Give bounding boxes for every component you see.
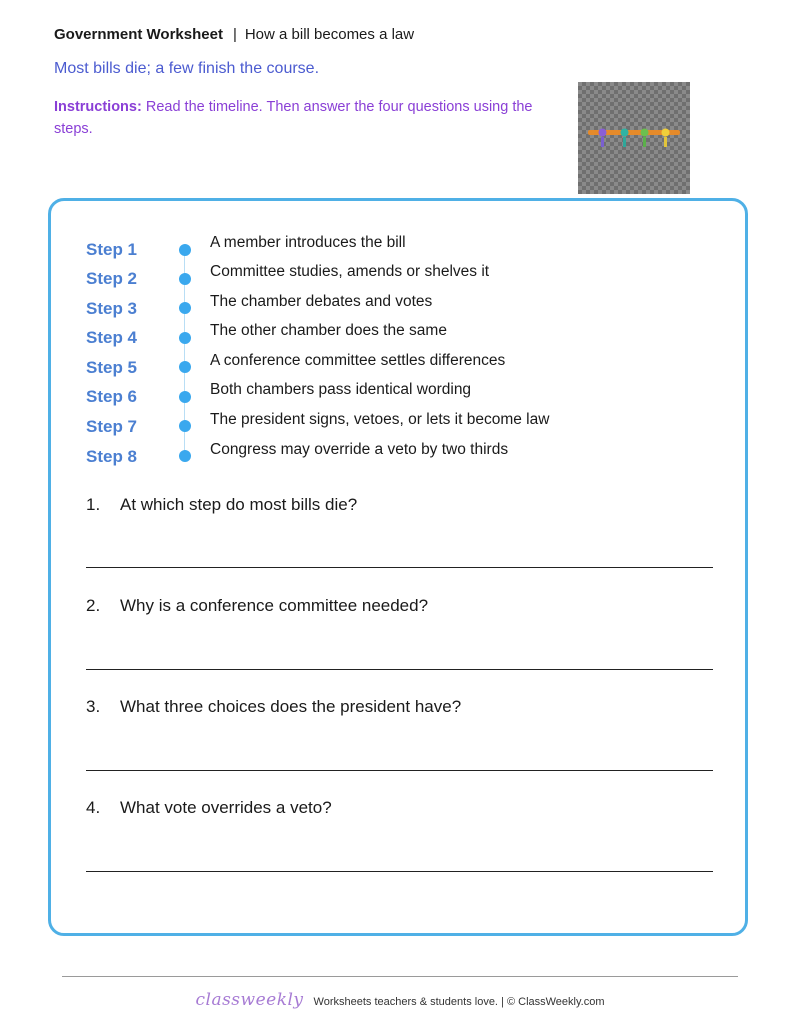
thumbnail-dot-1 (599, 129, 607, 137)
question-text: What three choices does the president have? (120, 697, 462, 716)
thumbnail-stem-2 (623, 137, 626, 147)
step-label-5: Step 5 (86, 358, 138, 377)
thumbnail-stem-3 (643, 137, 646, 147)
worksheet-header (54, 26, 414, 43)
instructions (54, 96, 554, 140)
question-number: 3. (86, 697, 101, 716)
worksheet-subject: Government Worksheet (54, 26, 223, 43)
question-number: 1. (86, 495, 101, 514)
step-label-6: Step 6 (86, 387, 138, 406)
instructions-label: Instructions: (54, 99, 142, 115)
brand-logo: classweekly (195, 990, 304, 1010)
step-text-3: The chamber debates and votes (210, 293, 433, 310)
question-1 (86, 495, 357, 515)
footer-divider (62, 976, 738, 977)
step-text-6: Both chambers pass identical wording (210, 381, 472, 398)
timeline-dot-6 (179, 391, 191, 403)
timeline-dot-7 (179, 420, 191, 432)
timeline-dot-5 (179, 361, 191, 373)
step-label-2: Step 2 (86, 269, 138, 288)
timeline-thumbnail-image (578, 82, 690, 194)
timeline-thumbnail-graphic (578, 82, 690, 194)
timeline-dot-1 (179, 244, 191, 256)
tagline: Most bills die; a few finish the course. (54, 60, 320, 77)
timeline-dot-8 (179, 450, 191, 462)
thumbnail-stem-1 (601, 137, 604, 147)
step-text-4: The other chamber does the same (210, 322, 447, 339)
step-label-3: Step 3 (86, 299, 138, 318)
step-label-8: Step 8 (86, 447, 138, 466)
timeline-dot-4 (179, 332, 191, 344)
thumbnail-dot-2 (621, 129, 629, 137)
question-number: 4. (86, 798, 101, 817)
step-label-1: Step 1 (86, 240, 138, 259)
worksheet-topic: How a bill becomes a law (244, 26, 415, 43)
step-label-7: Step 7 (86, 417, 138, 436)
step-text-1: A member introduces the bill (210, 234, 406, 251)
instructions-text: Read the timeline. Then answer the four questions using the steps. (54, 99, 533, 137)
thumbnail-dot-3 (641, 129, 649, 137)
answer-line-3[interactable] (86, 770, 713, 771)
step-label-4: Step 4 (86, 328, 138, 347)
step-text-7: The president signs, vetoes, or lets it become law (210, 411, 550, 428)
question-number: 2. (86, 596, 101, 615)
timeline-dot-3 (179, 302, 191, 314)
thumbnail-dot-4 (662, 129, 670, 137)
question-text: At which step do most bills die? (120, 495, 358, 514)
answer-line-4[interactable] (86, 871, 713, 872)
answer-line-1[interactable] (86, 567, 713, 568)
footer-text: Worksheets teachers & students love. | © ClassWeekly.com (313, 996, 605, 1008)
step-text-5: A conference committee settles differences (210, 352, 506, 369)
header-separator: | (232, 26, 237, 43)
thumbnail-stem-4 (664, 137, 667, 147)
step-text-8: Congress may override a veto by two thirds (210, 441, 509, 458)
question-text: Why is a conference committee needed? (120, 596, 429, 615)
footer (0, 990, 800, 1010)
answer-line-2[interactable] (86, 669, 713, 670)
timeline-dot-2 (179, 273, 191, 285)
question-text: What vote overrides a veto? (120, 798, 332, 817)
question-4 (86, 798, 332, 818)
question-2 (86, 596, 428, 616)
question-3 (86, 697, 461, 717)
step-text-2: Committee studies, amends or shelves it (210, 263, 490, 280)
